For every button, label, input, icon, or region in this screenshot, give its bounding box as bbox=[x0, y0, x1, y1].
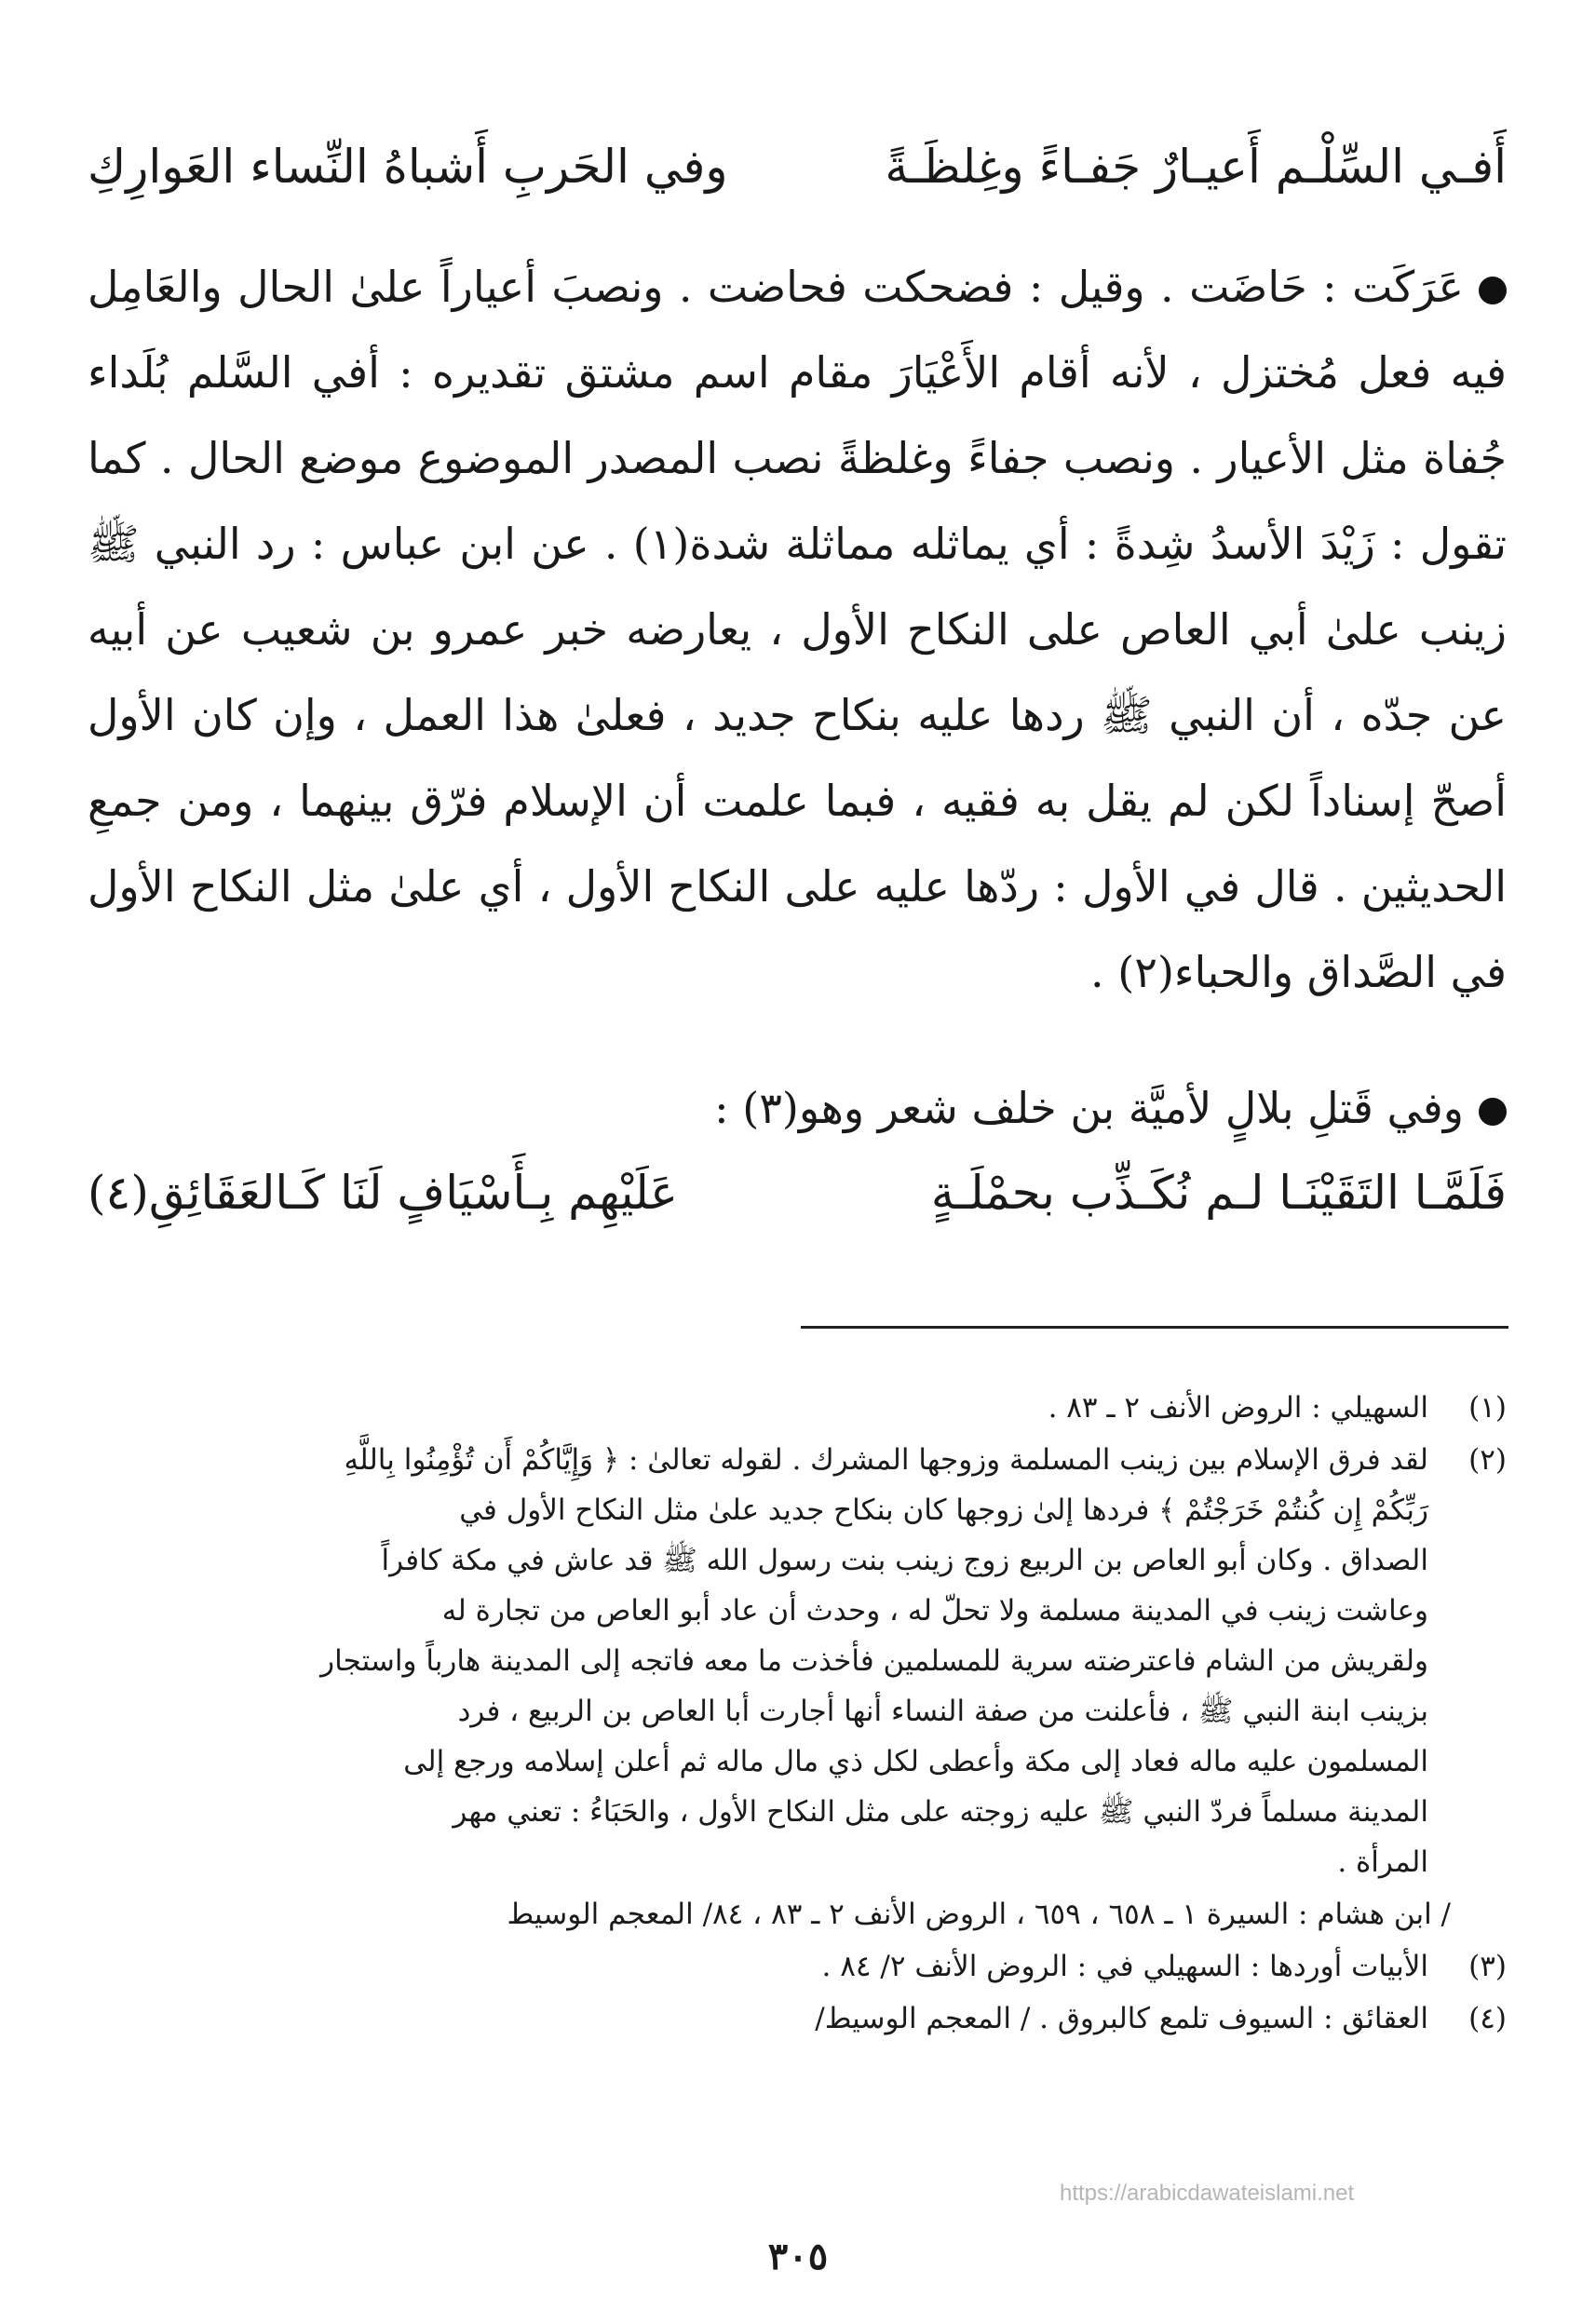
paragraph-line: السَّلم بُلَداء جُفاة مثل الأعيار . ونصب جفاءً وغلظةً نصب المصدر الموضوع bbox=[88, 347, 1508, 483]
paragraph-line: موضع الحال . كما تقول : زَيْدَ الأسدُ شِدةً : أي يماثله مماثلة شدة(١) . عن bbox=[88, 433, 1508, 569]
footnote-number: (٤) bbox=[1468, 2002, 1507, 2035]
verse-line bbox=[88, 140, 1507, 194]
footnote-source bbox=[88, 1889, 1507, 1939]
footnote-line: لقد فرق الإسلام بين زينب المسلمة وزوجها المشرك . لقوله تعالىٰ : ﴿ وَإِيَّاكُمْ أَن تُؤْمِنُوا بِاللَّهِ bbox=[344, 1443, 1428, 1477]
footnote-text: السهيلي : الروض الأنف ٢ ـ ٨٣ . bbox=[1048, 1391, 1428, 1425]
footnote-source-text: / ابن هشام : السيرة ١ ـ ٦٥٨ ، ٦٥٩ ، الروض الأنف ٢ ـ ٨٣ ، ٨٤/ المعجم الوسيط bbox=[507, 1898, 1451, 1931]
paragraph-line: عليه على النكاح الأول ، أي علىٰ مثل النكاح الأول في الصَّداق والحباء(٢) . bbox=[88, 861, 1507, 997]
page-number: ٣٠٥ bbox=[767, 2235, 829, 2278]
paragraph-line: الحال والعَامِل فيه فعل مُختزل ، لأنه أقام الأَعْيَارَ مقام اسم مشتق تقديره : أفي bbox=[88, 262, 1507, 398]
footnote-line: بزينب ابنة النبي ﷺ ، فأعلنت من صفة النساء أنها أجارت أبا العاص بن الربيع ، فرد bbox=[457, 1695, 1428, 1728]
footnote bbox=[88, 1941, 1507, 1992]
footnote-text bbox=[88, 1435, 1428, 1887]
footnote-number: (٢) bbox=[1468, 1443, 1507, 1477]
footnote bbox=[88, 1435, 1507, 1887]
footnote bbox=[88, 1383, 1507, 1433]
footnote-number: (١) bbox=[1468, 1391, 1507, 1425]
footnote bbox=[88, 1993, 1507, 2044]
footnote-line: المدينة مسلماً فردّ النبي ﷺ عليه زوجته على مثل النكاح الأول ، والحَبَاءُ : تعني مهر bbox=[453, 1795, 1428, 1829]
bullet-icon bbox=[1479, 277, 1507, 304]
footnote-line: الصداق . وكان أبو العاص بن الربيع زوج زينب بنت رسول الله ﷺ قد عاش في مكة كافراً bbox=[381, 1544, 1428, 1577]
footnote-number: (٣) bbox=[1468, 1950, 1507, 1983]
verse-right-hemistich: فَلَمَّـا التَقَيْنَـا لـم نُكَـذِّب بحمْلَـةٍ bbox=[930, 1166, 1507, 1220]
verse-left-hemistich: عَلَيْهِم بِـأَسْيَافٍ لَنَا كَـالعَقَائِقِ(٤) bbox=[88, 1166, 678, 1220]
bullet-icon bbox=[1479, 1098, 1507, 1126]
footnotes bbox=[88, 1383, 1507, 2046]
paragraph-line: خبر عمرو بن شعيب عن أبيه عن جدّه ، أن النبي ﷺ ردها عليه بنكاح جديد ، bbox=[88, 604, 1507, 740]
footnote-text: العقائق : السيوف تلمع كالبروق . / المعجم الوسيط/ bbox=[815, 2002, 1428, 2035]
footnote-line: وعاشت زينب في المدينة مسلمة ولا تحلّ له ، وحدث أن عاد أبو العاص من تجارة له bbox=[441, 1594, 1428, 1628]
second-paragraph bbox=[88, 1065, 1507, 1151]
paragraph-line: فعلىٰ هذا العمل ، وإن كان الأول أصحّ إسناداً لكن لم يقل به فقيه ، فبما bbox=[88, 690, 1507, 826]
paragraph-line: عَرَكَت : حَاضَت . وقيل : فضحكت فحاضت . ونصبَ أعياراً علىٰ bbox=[349, 262, 1464, 312]
paragraph-line: وفي قَتلِ بلالٍ لأميَّة بن خلف شعر وهو(٣) : bbox=[714, 1083, 1464, 1133]
verse-line bbox=[88, 1166, 1507, 1220]
verse-left-hemistich: وفي الحَربِ أَشباهُ النِّساء العَوارِكِ bbox=[88, 140, 728, 194]
verse-right-hemistich: أَفـي السِّلْـم أَعيـارٌ جَفـاءً وغِلظَـةً bbox=[885, 140, 1507, 194]
footnote-divider bbox=[801, 1326, 1508, 1329]
footnote-line: رَبِّكُمْ إِن كُنتُمْ خَرَجْتُمْ ﴾ فردها إلىٰ زوجها كان بنكاح جديد علىٰ مثل النكاح الأول في bbox=[459, 1493, 1428, 1527]
watermark-url: https://arabicdawateislami.net bbox=[1060, 2181, 1355, 2206]
footnote-line: المسلمون عليه ماله فعاد إلى مكة وأعطى لكل ذي مال ماله ثم أعلن إسلامه ورجع إلى bbox=[403, 1745, 1428, 1778]
footnote-line: المرأة . bbox=[1337, 1845, 1428, 1879]
main-paragraph bbox=[88, 244, 1507, 1015]
footnote-text: الأبيات أوردها : السهيلي في : الروض الأنف ٢/ ٨٤ . bbox=[821, 1950, 1428, 1983]
paragraph-line: علمت أن الإسلام فرّق بينهما ، ومن جمعِ الحديثين . قال في الأول : ردّها bbox=[88, 776, 1508, 912]
paragraph-line: ابن عباس : رد النبي ﷺ زينب علىٰ أبي العاص على النكاح الأول ، يعارضه bbox=[88, 519, 1507, 655]
footnote-line: ولقريش من الشام فاعترضته سرية للمسلمين فأخذت ما معه فاتجه إلى المدينة هارباً واستجار bbox=[320, 1644, 1428, 1678]
